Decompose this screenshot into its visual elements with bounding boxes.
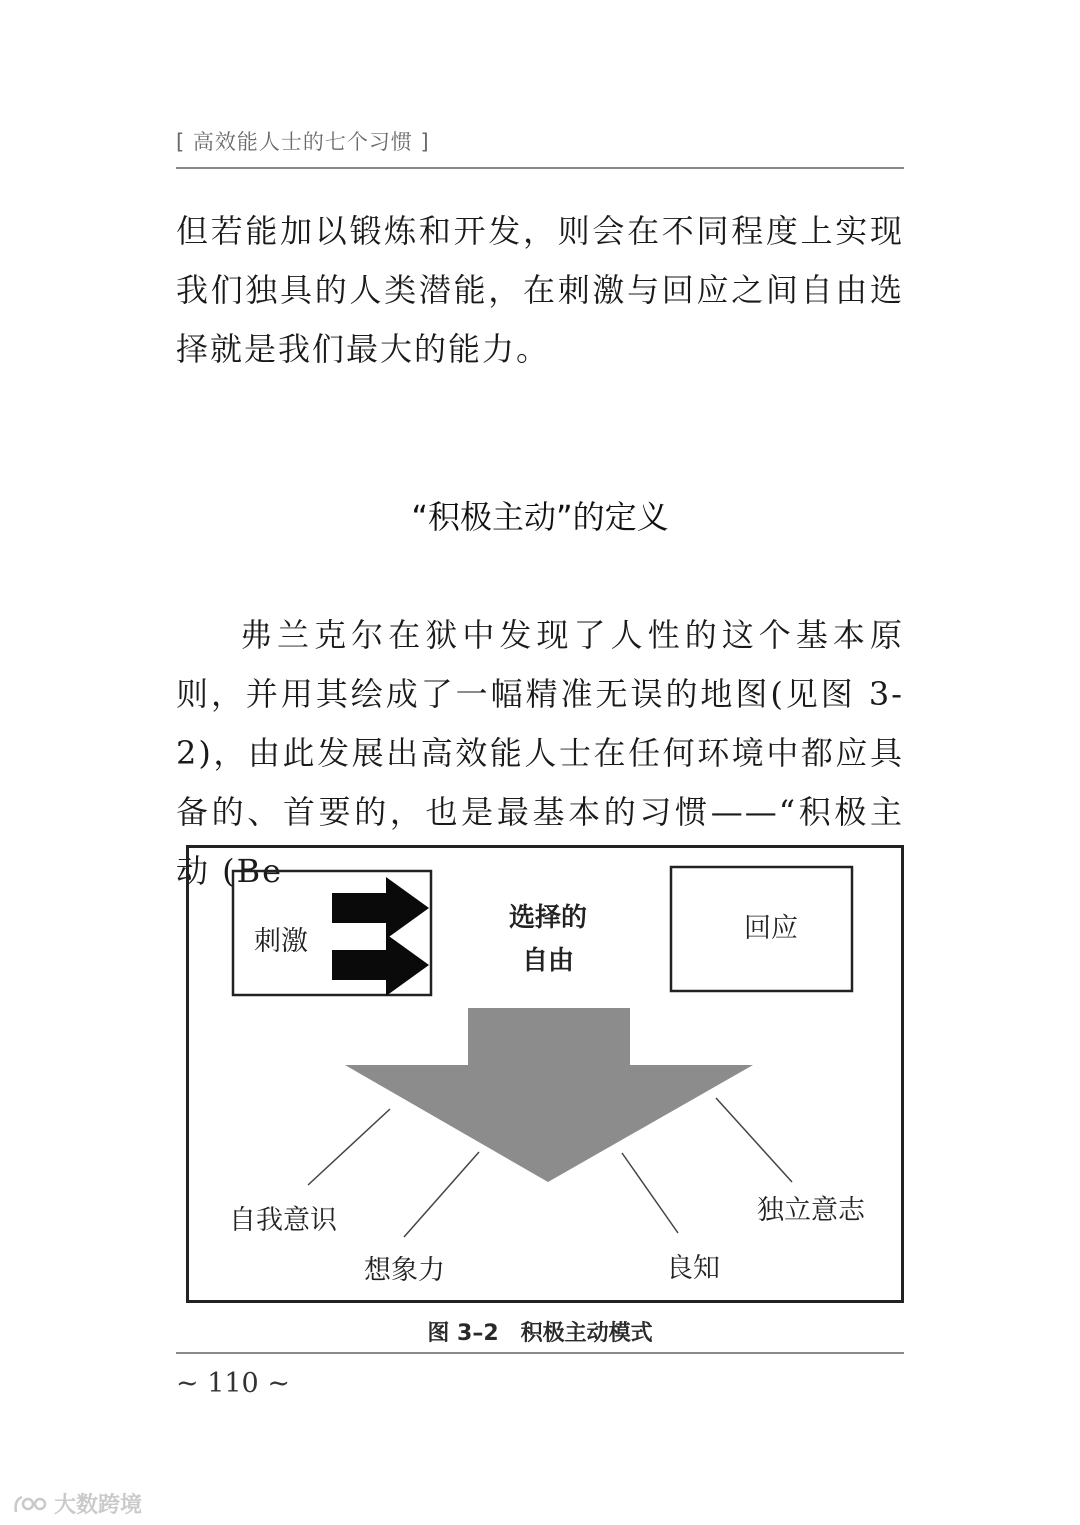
pointer-line — [404, 1152, 479, 1237]
stimulus-arrow-icon — [332, 877, 429, 939]
watermark-text: 大数跨境 — [54, 1493, 143, 1518]
paragraph-1: 但若能加以锻炼和开发，则会在不同程度上实现我们独具的人类潜能，在刺激与回应之间自由选择就是我们最大的能力。 — [176, 212, 904, 368]
proactive-model-figure — [186, 845, 904, 1303]
freedom-label-line1: 选择的 — [508, 903, 588, 933]
imagination-label: 想象力 — [364, 1255, 445, 1286]
footer-divider — [176, 1352, 904, 1354]
header-divider — [176, 167, 904, 169]
self-awareness-label: 自我意识 — [229, 1205, 337, 1236]
choice-arrow-icon — [345, 1008, 753, 1182]
stimulus-arrow-icon — [332, 934, 429, 996]
watermark-logo-icon — [12, 1492, 48, 1516]
pointer-line — [716, 1098, 792, 1182]
stimulus-label: 刺激 — [254, 926, 308, 957]
pointer-line — [308, 1109, 390, 1185]
independent-will-label: 独立意志 — [757, 1195, 865, 1226]
running-header: [ 高效能人士的七个习惯 ] — [176, 130, 430, 154]
freedom-label-line2: 自由 — [521, 946, 575, 976]
response-label: 回应 — [744, 913, 798, 944]
paragraph-2: 弗兰克尔在狱中发现了人性的这个基本原则，并用其绘成了一幅精准无误的地图(见图 3-2)，由此发展出高效能人士在任何环境中都应具备的、首要的，也是最基本的习惯——“积极主动 (Be — [176, 616, 904, 890]
section-title: “积极主动”的定义 — [411, 498, 669, 536]
watermark — [12, 1488, 142, 1519]
figure-caption: 图 3–2 积极主动模式 — [427, 1321, 653, 1346]
conscience-label: 良知 — [666, 1253, 720, 1284]
pointer-line — [622, 1153, 678, 1233]
page-number: ~ 110 ~ — [176, 1368, 290, 1399]
